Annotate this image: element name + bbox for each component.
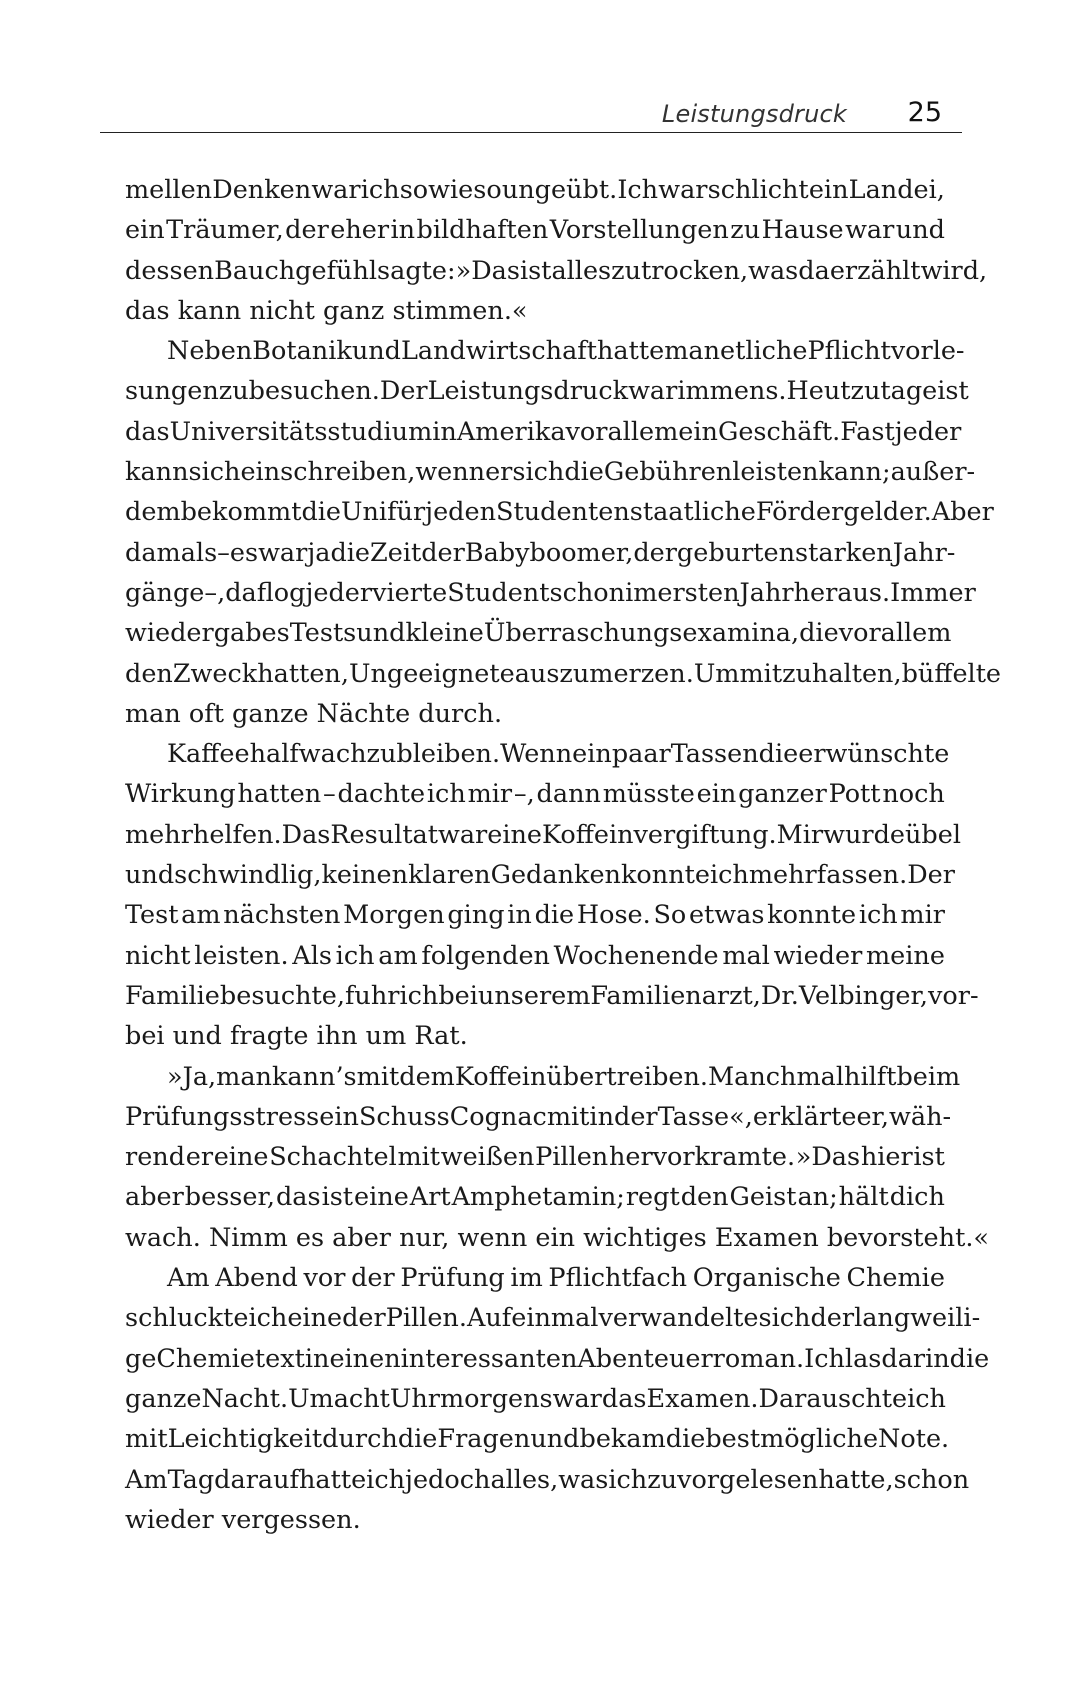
text-line: Wirkung hatten – dachte ich mir –, dann müsste ein ganzer Pott noch	[125, 779, 945, 810]
page-number: 25	[907, 97, 942, 128]
text-line: das kann nicht ganz stimmen.«	[125, 295, 528, 326]
text-line: gänge –, da flog jeder vierte Student schon im ersten Jahr heraus. Immer	[125, 577, 976, 608]
text-line: dessen Bauchgefühl sagte: »Das ist alles zu trocken, was da erzählt wird,	[125, 255, 988, 286]
text-line: sungen zu besuchen. Der Leistungsdruck war immens. Heutzutage ist	[125, 376, 969, 407]
text-line: ge Chemietext in einen interessanten Abenteuerroman. Ich las darin die	[125, 1343, 990, 1374]
text-line: Prüfungsstress ein Schuss Cognac mit in der Tasse«, erklärte er, wäh-	[125, 1101, 952, 1132]
running-title: Leistungsdruck	[661, 100, 847, 128]
text-line: Am Tag darauf hatte ich jedoch alles, was ich zuvor gelesen hatte, schon	[125, 1464, 970, 1495]
paragraph	[125, 734, 979, 1056]
paragraph	[125, 1057, 990, 1258]
text-line: Kaffee half wach zu bleiben. Wenn ein paar Tassen die erwünschte	[167, 739, 950, 770]
text-line: mit Leichtigkeit durch die Fragen und bekam die bestmögliche Note.	[125, 1424, 950, 1455]
text-line: kann sich einschreiben, wenn er sich die Gebühren leisten kann; außer-	[125, 457, 976, 488]
text-line: mehr helfen. Das Resultat war eine Koffeinvergiftung. Mir wurde übel	[125, 819, 961, 850]
text-line: rend er eine Schachtel mit weißen Pillen hervorkramte. »Das hier ist	[125, 1142, 945, 1173]
text-line: dem bekommt die Uni für jeden Studenten staatliche Fördergelder. Aber	[125, 497, 994, 528]
text-line: ein Träumer, der eher in bildhaften Vorstellungen zu Hause war und	[125, 215, 945, 246]
text-line: bei und fragte ihn um Rat.	[125, 1021, 468, 1052]
paragraph	[125, 331, 1002, 734]
text-line: schluckte ich eine der Pillen. Auf einmal verwandelte sich der langweili-	[125, 1303, 981, 1334]
text-line: wieder gab es Tests und kleine Überraschungsexamina, die vor allem	[125, 618, 952, 649]
text-line: Familie besuchte, fuhr ich bei unserem Familienarzt, Dr. Velbinger, vor-	[125, 980, 979, 1011]
text-line: das Universitätsstudium in Amerika vor allem ein Geschäft. Fast jeder	[125, 416, 962, 447]
text-line: mellen Denken war ich sowieso ungeübt. Ich war schlicht ein Landei,	[125, 175, 945, 205]
text-line: Am Abend vor der Prüfung im Pflichtfach Organische Chemie	[167, 1263, 945, 1294]
text-line: Test am nächsten Morgen ging in die Hose. So etwas konnte ich mir	[125, 900, 945, 931]
text-line: wach. Nimm es aber nur, wenn ein wichtiges Examen bevorsteht.«	[125, 1222, 990, 1253]
body-text	[125, 170, 1002, 1540]
text-line: man oft ganze Nächte durch.	[125, 698, 503, 729]
paragraph	[125, 170, 988, 331]
text-line: aber besser, das ist eine Art Amphetamin; regt den Geist an; hält dich	[125, 1182, 945, 1213]
text-line: ganze Nacht. Um acht Uhr morgens war das Examen. Da rauschte ich	[125, 1383, 946, 1414]
text-line: wieder vergessen.	[125, 1504, 361, 1535]
paragraph	[125, 1258, 990, 1540]
text-line: den Zweck hatten, Ungeeignete auszumerzen. Um mitzuhalten, büffelte	[125, 658, 1002, 689]
text-line: und schwindlig, keinen klaren Gedanken konnte ich mehr fassen. Der	[125, 860, 955, 891]
text-line: »Ja, man kann’s mit dem Koffein übertreiben. Manchmal hilft beim	[167, 1061, 961, 1092]
text-line: damals – es war ja die Zeit der Babyboomer, der geburtenstarken Jahr-	[125, 537, 956, 568]
running-header	[100, 92, 962, 133]
text-line: nicht leisten. Als ich am folgenden Wochenende mal wieder meine	[125, 940, 945, 971]
text-line: Neben Botanik und Landwirtschaft hatte man etliche Pflichtvorle-	[167, 336, 965, 367]
